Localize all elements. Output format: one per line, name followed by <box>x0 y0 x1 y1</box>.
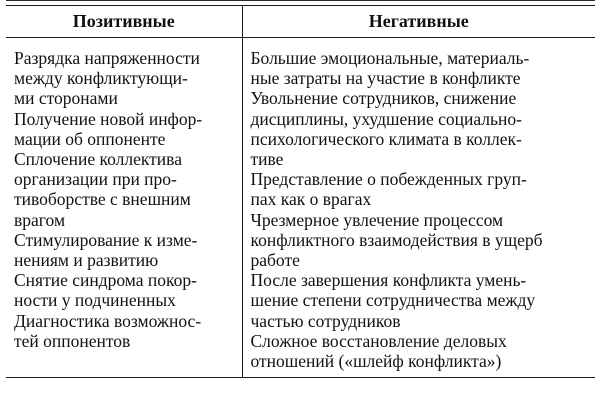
negative-item-line: Сложное восстановление деловых <box>250 330 507 351</box>
negative-header: Негативные <box>242 6 595 38</box>
positive-item-line: нениям и развитию <box>14 250 159 271</box>
positive-item-line: Сплочение коллектива <box>14 149 182 170</box>
negative-item-line: Чрезмерное увлечение процессом <box>250 209 504 230</box>
negative-item-line: конфликтного взаимодействия в ущерб <box>250 229 543 250</box>
positive-item-line: Диагностика возможнос- <box>14 310 202 331</box>
positive-item-line: Стимулирование к изме- <box>14 229 198 250</box>
negative-item-line: частью сотрудников <box>250 310 401 331</box>
positive-column <box>6 38 242 378</box>
positive-item-line: врагом <box>14 209 66 230</box>
negative-item-line: работе <box>250 250 300 271</box>
negative-item-line: отношений («шлейф конфликта») <box>250 351 502 372</box>
table-row <box>6 38 595 378</box>
positive-item-line: ми сторонами <box>14 88 118 109</box>
negative-item-line: дисциплины, ухудшение социально- <box>250 108 522 129</box>
positive-item-line: организации при про- <box>14 169 177 190</box>
positive-item-line: ности у подчиненных <box>14 290 176 311</box>
negative-column <box>242 38 595 378</box>
positive-item-line: между конфликтующи- <box>14 68 188 89</box>
negative-item-line: ные затраты на участие в конфликте <box>250 68 521 89</box>
negative-item-line: психологического климата в коллек- <box>250 128 522 149</box>
positive-item-line: тей оппонентов <box>14 330 131 351</box>
header-row <box>6 6 595 38</box>
negative-item-line: Большие эмоциональные, материаль- <box>250 48 530 68</box>
negative-item-line: тиве <box>250 149 284 170</box>
negative-item-line: шение степени сотрудничества между <box>250 290 536 311</box>
consequences-table <box>6 5 595 378</box>
positive-item-line: тивоборстве с внешним <box>14 189 191 210</box>
top-rule <box>6 0 595 2</box>
negative-item-line: пах как о врагах <box>250 189 372 210</box>
negative-item-line: Увольнение сотрудников, снижение <box>250 88 517 109</box>
positive-header: Позитивные <box>6 6 242 38</box>
negative-item-line: После завершения конфликта умень- <box>250 270 527 291</box>
negative-item-line: Представление о побежденных груп- <box>250 169 527 190</box>
positive-item-line: мации об оппоненте <box>14 128 166 149</box>
positive-item-line: Разрядка напряженности <box>14 48 200 68</box>
positive-item-line: Снятие синдрома покор- <box>14 270 197 291</box>
positive-item-line: Получение новой инфор- <box>14 108 203 129</box>
